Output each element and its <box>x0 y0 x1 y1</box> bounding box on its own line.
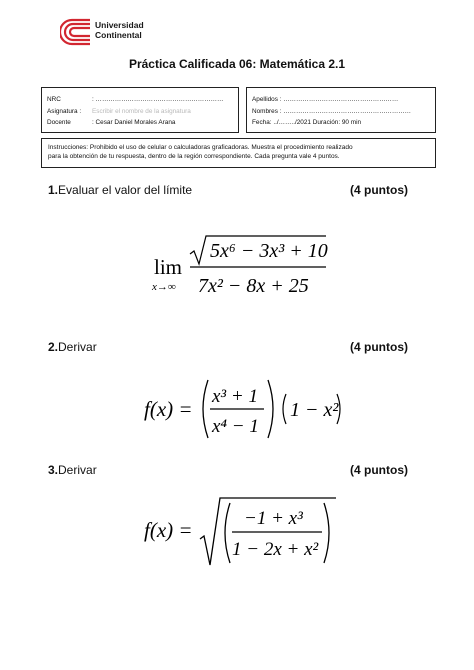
student-info-box <box>246 87 436 133</box>
question-1-number: 1. <box>48 183 59 197</box>
formula-2-denominator: x⁴ − 1 <box>212 416 259 437</box>
question-3-number: 3. <box>48 463 59 477</box>
question-3-header <box>48 463 97 477</box>
question-1-points: (4 puntos) <box>350 183 408 197</box>
formula-1-numerator: 5x⁶ − 3x³ + 10 <box>210 240 328 262</box>
question-2-formula <box>140 378 350 440</box>
formula-3-left-paren <box>225 503 230 563</box>
nombres-field[interactable]: Nombres : …………………………………………………… <box>252 108 412 115</box>
logo-line-2: Continental <box>95 30 142 40</box>
question-1-formula <box>140 232 340 302</box>
formula-2-left-paren <box>203 380 208 438</box>
instructions-line-2: para la obtención de tu respuesta, dentro de la región correspondiente. Cada pregunta vale 4 puntos. <box>48 153 340 160</box>
question-1-header <box>48 183 192 197</box>
docente-label: Docente <box>47 119 71 126</box>
formula-2-factor-left-paren <box>283 394 286 424</box>
formula-1-limit-sub: x→∞ <box>152 281 176 293</box>
formula-3-denominator: 1 − 2x + x² <box>232 539 319 560</box>
fecha-duracion: Fecha: ../……../2021 Duración: 90 min <box>252 119 362 126</box>
formula-2-factor: 1 − x² <box>290 399 339 421</box>
formula-3-lhs: f(x) = <box>144 518 193 542</box>
page-title: Práctica Calificada 06: Matemática 2.1 <box>128 57 346 71</box>
formula-3-numerator: −1 + x³ <box>244 508 303 529</box>
nrc-value: : …………………………………………………… <box>92 96 224 103</box>
asignatura-label: Asignatura : <box>47 108 82 115</box>
course-info-box <box>41 87 239 133</box>
question-2-header <box>48 340 97 354</box>
formula-3-right-paren <box>324 503 329 563</box>
question-3-formula <box>140 495 340 570</box>
instructions-box <box>41 138 436 168</box>
question-1-prompt: Evaluar el valor del límite <box>58 183 193 197</box>
docente-value: : Cesar Daniel Morales Arana <box>92 119 176 126</box>
nrc-label: NRC <box>47 96 61 103</box>
formula-2-numerator: x³ + 1 <box>212 386 258 407</box>
formula-1-denominator: 7x² − 8x + 25 <box>198 275 309 297</box>
question-3-points: (4 puntos) <box>350 463 408 477</box>
question-2-prompt: Derivar <box>58 340 97 354</box>
question-2-number: 2. <box>48 340 59 354</box>
question-2-points: (4 puntos) <box>350 340 408 354</box>
instructions-line-1: Instrucciones: Prohibido el uso de celular o calculadoras graficadoras. Muestra el procedimiento realizado <box>48 144 353 151</box>
formula-2-lhs: f(x) = <box>144 397 193 421</box>
university-name <box>95 20 144 40</box>
university-logo-icon <box>60 17 260 47</box>
formula-2-right-paren <box>268 380 273 438</box>
question-3-prompt: Derivar <box>58 463 97 477</box>
formula-1-lim: lim <box>154 255 183 279</box>
apellidos-field[interactable]: Apellidos : ……………………………………………… <box>252 96 399 103</box>
asignatura-placeholder[interactable]: Escribir el nombre de la asignatura <box>92 108 191 115</box>
logo-line-1: Universidad <box>95 20 144 30</box>
